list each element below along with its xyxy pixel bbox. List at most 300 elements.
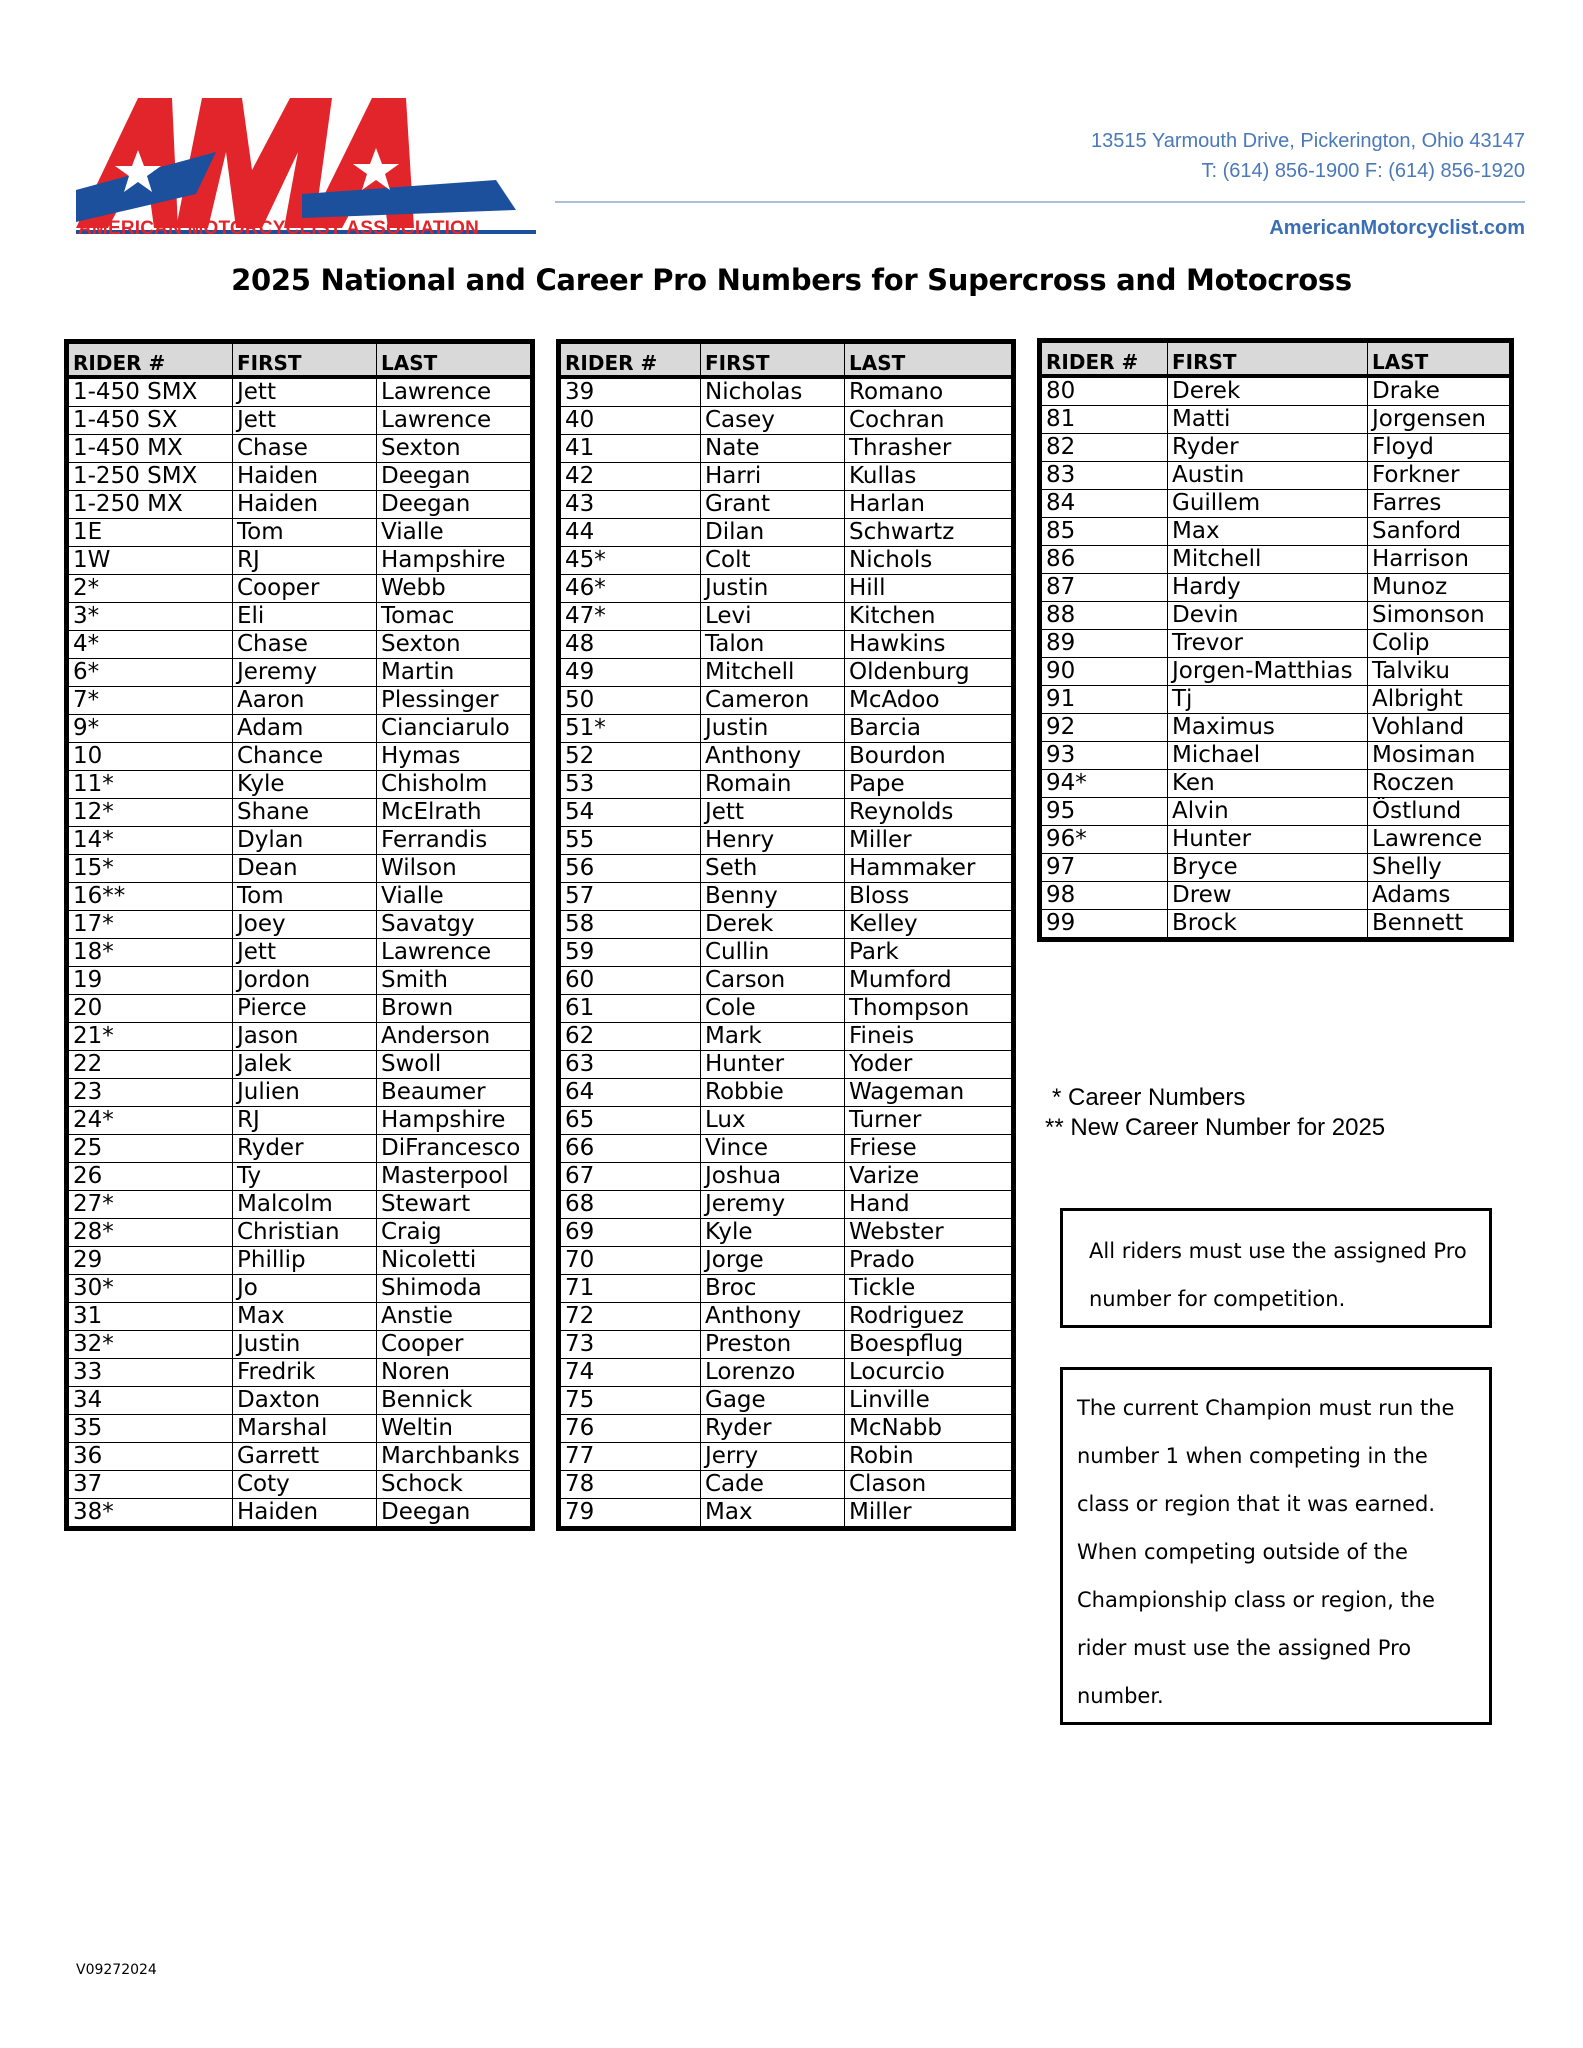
first-name-cell: Jorgen-Matthias: [1168, 658, 1368, 686]
rider-number-cell: 1W: [67, 547, 233, 575]
last-name-cell: Friese: [845, 1135, 1014, 1163]
rider-number-cell: 82: [1040, 434, 1168, 462]
table-row: [1040, 490, 1512, 518]
first-name-cell: Justin: [701, 715, 845, 743]
table-row: [559, 575, 1014, 603]
table-row: [559, 435, 1014, 463]
table-row: [1040, 826, 1512, 854]
rider-number-cell: 36: [67, 1443, 233, 1471]
first-name-cell: Bryce: [1168, 854, 1368, 882]
table-row: [559, 463, 1014, 491]
first-name-cell: Broc: [701, 1275, 845, 1303]
rider-number-cell: 69: [559, 1219, 701, 1247]
last-name-cell: Albright: [1368, 686, 1512, 714]
table-row: [67, 377, 533, 407]
first-name-cell: Ken: [1168, 770, 1368, 798]
last-name-cell: Noren: [377, 1359, 533, 1387]
table-row: [67, 575, 533, 603]
rider-number-cell: 91: [1040, 686, 1168, 714]
first-name-cell: Derek: [1168, 376, 1368, 406]
rider-number-cell: 16**: [67, 883, 233, 911]
table-row: [559, 1135, 1014, 1163]
org-name: AMERICAN MOTORCYCLIST ASSOCIATION: [78, 218, 480, 239]
last-name-cell: Marchbanks: [377, 1443, 533, 1471]
last-name-cell: Farres: [1368, 490, 1512, 518]
rule-line: When competing outside of the: [1077, 1540, 1408, 1564]
table-row: [559, 967, 1014, 995]
last-name-cell: Östlund: [1368, 798, 1512, 826]
last-name-cell: Bloss: [845, 883, 1014, 911]
first-name-cell: Julien: [233, 1079, 377, 1107]
first-name-cell: Carson: [701, 967, 845, 995]
last-name-cell: Stewart: [377, 1191, 533, 1219]
rider-number-cell: 37: [67, 1471, 233, 1499]
table-row: [559, 715, 1014, 743]
last-name-cell: Harrison: [1368, 546, 1512, 574]
table-row: [1040, 742, 1512, 770]
table-row: [559, 407, 1014, 435]
header-divider: [555, 201, 1525, 203]
first-name-cell: Marshal: [233, 1415, 377, 1443]
first-name-cell: Trevor: [1168, 630, 1368, 658]
first-name-cell: Jorge: [701, 1247, 845, 1275]
first-name-cell: Lorenzo: [701, 1359, 845, 1387]
rider-number-cell: 23: [67, 1079, 233, 1107]
rider-number-cell: 71: [559, 1275, 701, 1303]
first-name-cell: Cullin: [701, 939, 845, 967]
last-name-cell: Savatgy: [377, 911, 533, 939]
last-name-cell: Nicoletti: [377, 1247, 533, 1275]
last-name-cell: McAdoo: [845, 687, 1014, 715]
first-name-cell: Dilan: [701, 519, 845, 547]
rider-number-cell: 77: [559, 1443, 701, 1471]
last-name-cell: Colip: [1368, 630, 1512, 658]
first-name-cell: Preston: [701, 1331, 845, 1359]
table-row: [67, 1219, 533, 1247]
rider-number-cell: 86: [1040, 546, 1168, 574]
last-name-cell: Hampshire: [377, 1107, 533, 1135]
first-name-cell: Max: [701, 1499, 845, 1529]
first-name-cell: Joshua: [701, 1163, 845, 1191]
rule-line: Championship class or region, the: [1077, 1588, 1435, 1612]
last-name-cell: Floyd: [1368, 434, 1512, 462]
first-name-cell: Haiden: [233, 491, 377, 519]
last-name-cell: Prado: [845, 1247, 1014, 1275]
first-name-cell: Cameron: [701, 687, 845, 715]
rider-number-cell: 15*: [67, 855, 233, 883]
rider-table-1: [64, 339, 535, 1531]
rider-number-cell: 73: [559, 1331, 701, 1359]
rider-number-cell: 43: [559, 491, 701, 519]
table-row: [67, 463, 533, 491]
table-row: [559, 603, 1014, 631]
table-row: [67, 1359, 533, 1387]
last-name-cell: Lawrence: [377, 939, 533, 967]
rider-number-cell: 1-250 MX: [67, 491, 233, 519]
table-row: [559, 883, 1014, 911]
rider-number-cell: 31: [67, 1303, 233, 1331]
rider-number-cell: 94*: [1040, 770, 1168, 798]
last-name-cell: Bennett: [1368, 910, 1512, 940]
pro-number-rule-box: [1060, 1208, 1492, 1328]
table-row: [67, 603, 533, 631]
table-row: [1040, 406, 1512, 434]
first-name-cell: Jordon: [233, 967, 377, 995]
first-name-cell: Anthony: [701, 1303, 845, 1331]
rule-line: rider must use the assigned Pro: [1077, 1636, 1412, 1660]
last-name-cell: Robin: [845, 1443, 1014, 1471]
last-name-cell: Hammaker: [845, 855, 1014, 883]
table-row: [67, 995, 533, 1023]
rider-number-cell: 19: [67, 967, 233, 995]
last-name-cell: Webster: [845, 1219, 1014, 1247]
first-name-cell: Jett: [233, 377, 377, 407]
last-name-cell: Shelly: [1368, 854, 1512, 882]
table-row: [1040, 882, 1512, 910]
last-name-cell: Brown: [377, 995, 533, 1023]
first-name-cell: Jeremy: [233, 659, 377, 687]
table-row: [1040, 854, 1512, 882]
header-rider-number: RIDER #: [67, 342, 233, 378]
rider-number-cell: 29: [67, 1247, 233, 1275]
table-row: [559, 743, 1014, 771]
rider-number-cell: 83: [1040, 462, 1168, 490]
table-row: [1040, 462, 1512, 490]
last-name-cell: Weltin: [377, 1415, 533, 1443]
table-row: [67, 715, 533, 743]
first-name-cell: Fredrik: [233, 1359, 377, 1387]
first-name-cell: Jo: [233, 1275, 377, 1303]
last-name-cell: Plessinger: [377, 687, 533, 715]
first-name-cell: Alvin: [1168, 798, 1368, 826]
rider-number-cell: 11*: [67, 771, 233, 799]
rider-number-cell: 14*: [67, 827, 233, 855]
table-row: [559, 827, 1014, 855]
table-row: [67, 1247, 533, 1275]
rider-number-cell: 56: [559, 855, 701, 883]
rider-number-cell: 9*: [67, 715, 233, 743]
table-row: [1040, 574, 1512, 602]
table-row: [67, 1079, 533, 1107]
rider-number-cell: 33: [67, 1359, 233, 1387]
rider-number-cell: 75: [559, 1387, 701, 1415]
rider-number-cell: 20: [67, 995, 233, 1023]
table-row: [67, 799, 533, 827]
champion-rule-box: [1060, 1367, 1492, 1725]
rider-number-cell: 59: [559, 939, 701, 967]
first-name-cell: Christian: [233, 1219, 377, 1247]
last-name-cell: Miller: [845, 827, 1014, 855]
last-name-cell: Pape: [845, 771, 1014, 799]
rider-number-cell: 26: [67, 1163, 233, 1191]
table-row: [67, 1107, 533, 1135]
last-name-cell: Schwartz: [845, 519, 1014, 547]
rider-number-cell: 24*: [67, 1107, 233, 1135]
rider-number-cell: 79: [559, 1499, 701, 1529]
first-name-cell: Haiden: [233, 1499, 377, 1529]
table-row: [1040, 910, 1512, 940]
first-name-cell: Brock: [1168, 910, 1368, 940]
table-row: [67, 659, 533, 687]
table-row: [559, 1499, 1014, 1529]
table-row: [559, 855, 1014, 883]
last-name-cell: Jorgensen: [1368, 406, 1512, 434]
table-row: [67, 491, 533, 519]
first-name-cell: Phillip: [233, 1247, 377, 1275]
table-row: [67, 1051, 533, 1079]
career-numbers-note: * Career Numbers: [1052, 1084, 1246, 1111]
first-name-cell: Dean: [233, 855, 377, 883]
rider-number-cell: 63: [559, 1051, 701, 1079]
rider-number-cell: 76: [559, 1415, 701, 1443]
rider-number-cell: 41: [559, 435, 701, 463]
table-row: [559, 799, 1014, 827]
rider-number-cell: 45*: [559, 547, 701, 575]
table-row: [1040, 686, 1512, 714]
table-row: [67, 883, 533, 911]
table-row: [559, 1191, 1014, 1219]
first-name-cell: Adam: [233, 715, 377, 743]
last-name-cell: Romano: [845, 377, 1014, 407]
rider-number-cell: 88: [1040, 602, 1168, 630]
first-name-cell: Chase: [233, 435, 377, 463]
last-name-cell: Kitchen: [845, 603, 1014, 631]
first-name-cell: Robbie: [701, 1079, 845, 1107]
table-row: [67, 435, 533, 463]
rider-number-cell: 84: [1040, 490, 1168, 518]
rider-number-cell: 61: [559, 995, 701, 1023]
last-name-cell: Locurcio: [845, 1359, 1014, 1387]
rider-number-cell: 54: [559, 799, 701, 827]
last-name-cell: Sanford: [1368, 518, 1512, 546]
first-name-cell: Chase: [233, 631, 377, 659]
table-row: [559, 377, 1014, 407]
first-name-cell: Ty: [233, 1163, 377, 1191]
last-name-cell: DiFrancesco: [377, 1135, 533, 1163]
last-name-cell: Nichols: [845, 547, 1014, 575]
first-name-cell: Chance: [233, 743, 377, 771]
first-name-cell: Max: [233, 1303, 377, 1331]
rider-number-cell: 70: [559, 1247, 701, 1275]
rider-number-cell: 97: [1040, 854, 1168, 882]
first-name-cell: Vince: [701, 1135, 845, 1163]
table-row: [559, 1471, 1014, 1499]
rider-number-cell: 38*: [67, 1499, 233, 1529]
first-name-cell: Devin: [1168, 602, 1368, 630]
table-row: [1040, 714, 1512, 742]
rider-number-cell: 78: [559, 1471, 701, 1499]
first-name-cell: Haiden: [233, 463, 377, 491]
header-last: LAST: [845, 342, 1014, 378]
table-row: [67, 1471, 533, 1499]
table-row: [559, 659, 1014, 687]
first-name-cell: Dylan: [233, 827, 377, 855]
last-name-cell: Cooper: [377, 1331, 533, 1359]
last-name-cell: Wageman: [845, 1079, 1014, 1107]
rider-number-cell: 96*: [1040, 826, 1168, 854]
rider-number-cell: 1-450 SX: [67, 407, 233, 435]
rider-number-cell: 3*: [67, 603, 233, 631]
first-name-cell: Max: [1168, 518, 1368, 546]
first-name-cell: Ryder: [701, 1415, 845, 1443]
first-name-cell: Colt: [701, 547, 845, 575]
rider-number-cell: 21*: [67, 1023, 233, 1051]
phone-numbers: T: (614) 856-1900 F: (614) 856-1920: [1201, 160, 1525, 182]
first-name-cell: Ryder: [1168, 434, 1368, 462]
header-last: LAST: [377, 342, 533, 378]
rider-number-cell: 49: [559, 659, 701, 687]
last-name-cell: Fineis: [845, 1023, 1014, 1051]
rider-number-cell: 25: [67, 1135, 233, 1163]
last-name-cell: Harlan: [845, 491, 1014, 519]
rule-line: The current Champion must run the: [1077, 1396, 1455, 1420]
header-rider-number: RIDER #: [1040, 341, 1168, 377]
last-name-cell: Vialle: [377, 519, 533, 547]
last-name-cell: Martin: [377, 659, 533, 687]
rider-number-cell: 1E: [67, 519, 233, 547]
rider-number-cell: 98: [1040, 882, 1168, 910]
rider-number-cell: 95: [1040, 798, 1168, 826]
rider-number-cell: 1-250 SMX: [67, 463, 233, 491]
last-name-cell: Drake: [1368, 376, 1512, 406]
rider-number-cell: 81: [1040, 406, 1168, 434]
rider-number-cell: 47*: [559, 603, 701, 631]
table-row: [559, 1359, 1014, 1387]
rider-number-cell: 85: [1040, 518, 1168, 546]
last-name-cell: Sexton: [377, 631, 533, 659]
first-name-cell: Nicholas: [701, 377, 845, 407]
table-row: [559, 1079, 1014, 1107]
rider-number-cell: 22: [67, 1051, 233, 1079]
first-name-cell: Garrett: [233, 1443, 377, 1471]
first-name-cell: Casey: [701, 407, 845, 435]
last-name-cell: Craig: [377, 1219, 533, 1247]
rider-number-cell: 62: [559, 1023, 701, 1051]
rider-number-cell: 44: [559, 519, 701, 547]
table-row: [559, 995, 1014, 1023]
table-row: [559, 1415, 1014, 1443]
first-name-cell: Jett: [233, 939, 377, 967]
first-name-cell: Jett: [701, 799, 845, 827]
rider-number-cell: 64: [559, 1079, 701, 1107]
last-name-cell: Chisholm: [377, 771, 533, 799]
first-name-cell: RJ: [233, 1107, 377, 1135]
new-career-number-note: ** New Career Number for 2025: [1045, 1114, 1386, 1141]
last-name-cell: Kelley: [845, 911, 1014, 939]
last-name-cell: Sexton: [377, 435, 533, 463]
table-row: [559, 547, 1014, 575]
rider-number-cell: 10: [67, 743, 233, 771]
last-name-cell: Lawrence: [1368, 826, 1512, 854]
rider-number-cell: 7*: [67, 687, 233, 715]
header-last: LAST: [1368, 341, 1512, 377]
table-row: [1040, 658, 1512, 686]
table-row: [67, 1387, 533, 1415]
table-row: [559, 1219, 1014, 1247]
last-name-cell: Beaumer: [377, 1079, 533, 1107]
table-row: [559, 1051, 1014, 1079]
table-row: [67, 967, 533, 995]
rule-line: number 1 when competing in the: [1077, 1444, 1428, 1468]
table-row: [559, 939, 1014, 967]
last-name-cell: Yoder: [845, 1051, 1014, 1079]
rider-number-cell: 48: [559, 631, 701, 659]
version-code: V09272024: [76, 1962, 157, 1978]
first-name-cell: Drew: [1168, 882, 1368, 910]
last-name-cell: Lawrence: [377, 407, 533, 435]
first-name-cell: Aaron: [233, 687, 377, 715]
table-row: [67, 939, 533, 967]
last-name-cell: Cochran: [845, 407, 1014, 435]
last-name-cell: Hymas: [377, 743, 533, 771]
last-name-cell: Schock: [377, 1471, 533, 1499]
first-name-cell: Maximus: [1168, 714, 1368, 742]
last-name-cell: Forkner: [1368, 462, 1512, 490]
rider-number-cell: 67: [559, 1163, 701, 1191]
first-name-cell: Mitchell: [1168, 546, 1368, 574]
last-name-cell: Hawkins: [845, 631, 1014, 659]
first-name-cell: Eli: [233, 603, 377, 631]
last-name-cell: Deegan: [377, 1499, 533, 1529]
first-name-cell: Jalek: [233, 1051, 377, 1079]
rider-number-cell: 53: [559, 771, 701, 799]
last-name-cell: Boespflug: [845, 1331, 1014, 1359]
website-link[interactable]: AmericanMotorcyclist.com: [1269, 217, 1525, 239]
last-name-cell: McNabb: [845, 1415, 1014, 1443]
first-name-cell: Seth: [701, 855, 845, 883]
first-name-cell: Lux: [701, 1107, 845, 1135]
rider-table-3: [1037, 338, 1514, 942]
first-name-cell: Austin: [1168, 462, 1368, 490]
first-name-cell: Harri: [701, 463, 845, 491]
table-row: [67, 743, 533, 771]
first-name-cell: Matti: [1168, 406, 1368, 434]
table-row: [67, 1443, 533, 1471]
last-name-cell: Reynolds: [845, 799, 1014, 827]
rider-number-cell: 92: [1040, 714, 1168, 742]
last-name-cell: Shimoda: [377, 1275, 533, 1303]
last-name-cell: Smith: [377, 967, 533, 995]
rider-number-cell: 28*: [67, 1219, 233, 1247]
table-row: [559, 771, 1014, 799]
first-name-cell: Guillem: [1168, 490, 1368, 518]
table-row: [559, 911, 1014, 939]
last-name-cell: Thompson: [845, 995, 1014, 1023]
table-row: [67, 1135, 533, 1163]
rule-line: All riders must use the assigned Pro: [1089, 1239, 1467, 1263]
rule-line: class or region that it was earned.: [1077, 1492, 1436, 1516]
last-name-cell: Vohland: [1368, 714, 1512, 742]
table-row: [1040, 798, 1512, 826]
table-row: [1040, 376, 1512, 406]
first-name-cell: Shane: [233, 799, 377, 827]
rider-number-cell: 4*: [67, 631, 233, 659]
first-name-cell: Jerry: [701, 1443, 845, 1471]
header-rider-number: RIDER #: [559, 342, 701, 378]
table-row: [67, 407, 533, 435]
last-name-cell: Anderson: [377, 1023, 533, 1051]
table-row: [1040, 630, 1512, 658]
rider-number-cell: 30*: [67, 1275, 233, 1303]
last-name-cell: Swoll: [377, 1051, 533, 1079]
first-name-cell: Kyle: [233, 771, 377, 799]
rider-number-cell: 1-450 MX: [67, 435, 233, 463]
first-name-cell: Jeremy: [701, 1191, 845, 1219]
first-name-cell: Justin: [701, 575, 845, 603]
last-name-cell: Thrasher: [845, 435, 1014, 463]
rider-number-cell: 18*: [67, 939, 233, 967]
table-row: [559, 519, 1014, 547]
